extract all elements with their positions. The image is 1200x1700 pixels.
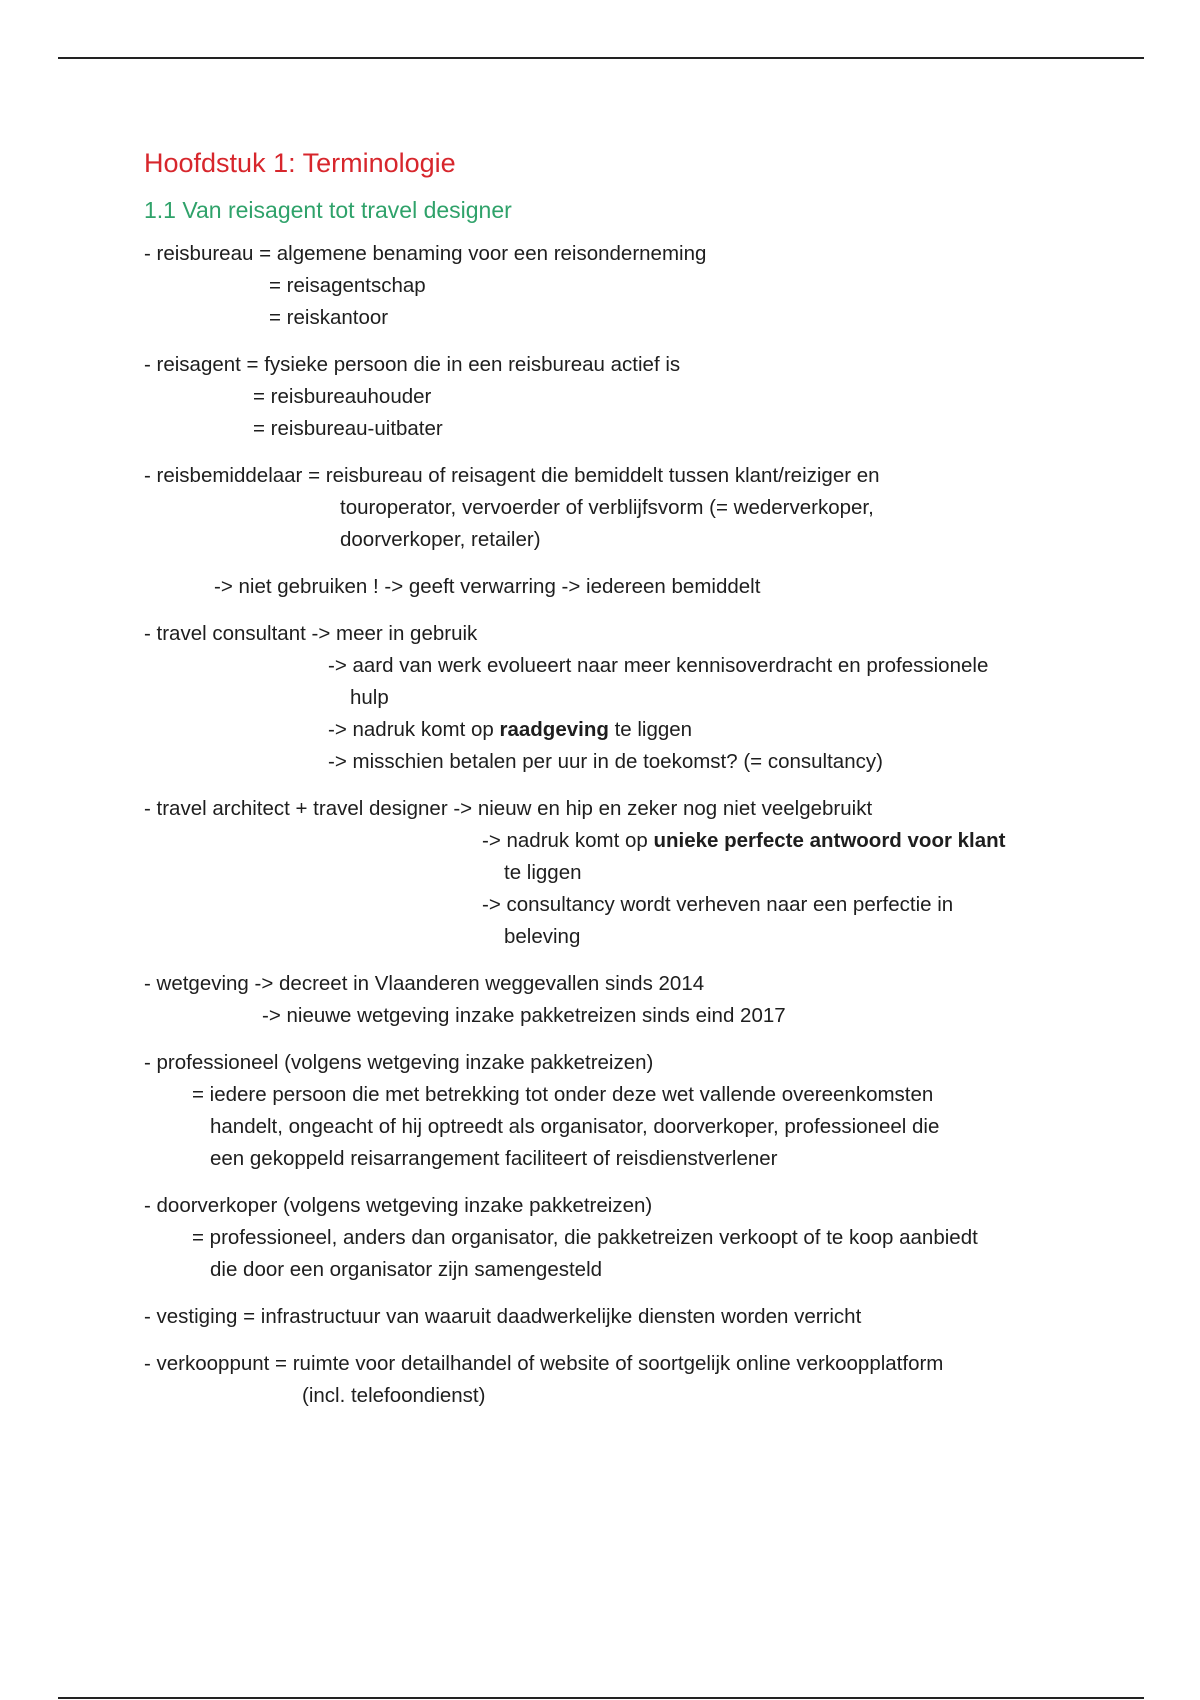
definition-line: - reisbureau = algemene benaming voor een reisonderneming xyxy=(144,242,707,265)
continuation-line: handelt, ongeacht of hij optreedt als organisator, doorverkoper, professioneel die xyxy=(210,1115,940,1138)
definition-line: - travel consultant -> meer in gebruik xyxy=(144,622,478,645)
term-reisbureau xyxy=(144,238,1104,334)
note-niet-gebruiken xyxy=(144,571,1104,603)
detail-line: = iedere persoon die met betrekking tot onder deze wet vallende overeenkomsten xyxy=(192,1083,934,1106)
term-travel-consultant xyxy=(144,618,1104,778)
continuation-line: doorverkoper, retailer) xyxy=(340,528,541,551)
note-line: -> niet gebruiken ! -> geeft verwarring -> iedereen bemiddelt xyxy=(214,575,761,598)
detail-line: = professioneel, anders dan organisator, die pakketreizen verkoopt of te koop aanbiedt xyxy=(192,1226,978,1249)
term-reisagent xyxy=(144,349,1104,445)
definition-line: - reisagent = fysieke persoon die in een reisbureau actief is xyxy=(144,353,681,376)
definition-line: - reisbemiddelaar = reisbureau of reisagent die bemiddelt tussen klant/reiziger en xyxy=(144,464,880,487)
continuation-line: een gekoppeld reisarrangement faciliteert of reisdienstverlener xyxy=(210,1147,778,1170)
text-segment: -> nadruk komt op xyxy=(328,718,500,741)
term-verkooppunt xyxy=(144,1348,1104,1412)
definition-line: - professioneel (volgens wetgeving inzake pakketreizen) xyxy=(144,1051,654,1074)
bottom-rule xyxy=(58,1697,1144,1699)
bold-term: raadgeving xyxy=(499,718,609,741)
synonym-line: = reisbureau-uitbater xyxy=(253,417,443,440)
detail-line: -> misschien betalen per uur in de toekomst? (= consultancy) xyxy=(328,750,883,773)
chapter-heading: Hoofdstuk 1: Terminologie xyxy=(144,148,456,178)
document-body xyxy=(144,140,1104,1427)
continuation-line: beleving xyxy=(504,925,581,948)
definition-line: - verkooppunt = ruimte voor detailhandel of website of soortgelijk online verkoopplatform xyxy=(144,1352,944,1375)
top-rule xyxy=(58,57,1144,59)
detail-line: -> consultancy wordt verheven naar een perfectie in xyxy=(482,893,954,916)
continuation-line: die door een organisator zijn samengesteld xyxy=(210,1258,603,1281)
continuation-line: te liggen xyxy=(504,861,582,884)
definition-line: - vestiging = infrastructuur van waaruit daadwerkelijke diensten worden verricht xyxy=(144,1305,862,1328)
term-professioneel xyxy=(144,1047,1104,1175)
detail-line xyxy=(144,825,1104,857)
text-segment: te liggen xyxy=(608,718,693,741)
detail-line: -> aard van werk evolueert naar meer kennisoverdracht en professionele xyxy=(328,654,989,677)
detail-line xyxy=(144,714,1104,746)
definition-line: - doorverkoper (volgens wetgeving inzake pakketreizen) xyxy=(144,1194,653,1217)
synonym-line: = reisbureauhouder xyxy=(253,385,432,408)
definition-line: - travel architect + travel designer -> nieuw en hip en zeker nog niet veelgebruikt xyxy=(144,797,873,820)
section-heading: 1.1 Van reisagent tot travel designer xyxy=(144,197,512,223)
text-segment: -> nadruk komt op xyxy=(482,829,654,852)
continuation-line: touroperator, vervoerder of verblijfsvorm (= wederverkoper, xyxy=(340,496,874,519)
detail-line: -> nieuwe wetgeving inzake pakketreizen sinds eind 2017 xyxy=(262,1004,786,1027)
synonym-line: = reiskantoor xyxy=(269,306,389,329)
term-wetgeving xyxy=(144,968,1104,1032)
continuation-line: hulp xyxy=(350,686,389,709)
definition-line: - wetgeving -> decreet in Vlaanderen weggevallen sinds 2014 xyxy=(144,972,705,995)
synonym-line: = reisagentschap xyxy=(269,274,426,297)
term-reisbemiddelaar xyxy=(144,460,1104,556)
term-doorverkoper xyxy=(144,1190,1104,1286)
bold-term: unieke perfecte antwoord voor klant xyxy=(653,829,1006,852)
continuation-line: (incl. telefoondienst) xyxy=(302,1384,486,1407)
term-travel-architect xyxy=(144,793,1104,953)
term-vestiging xyxy=(144,1301,1104,1333)
